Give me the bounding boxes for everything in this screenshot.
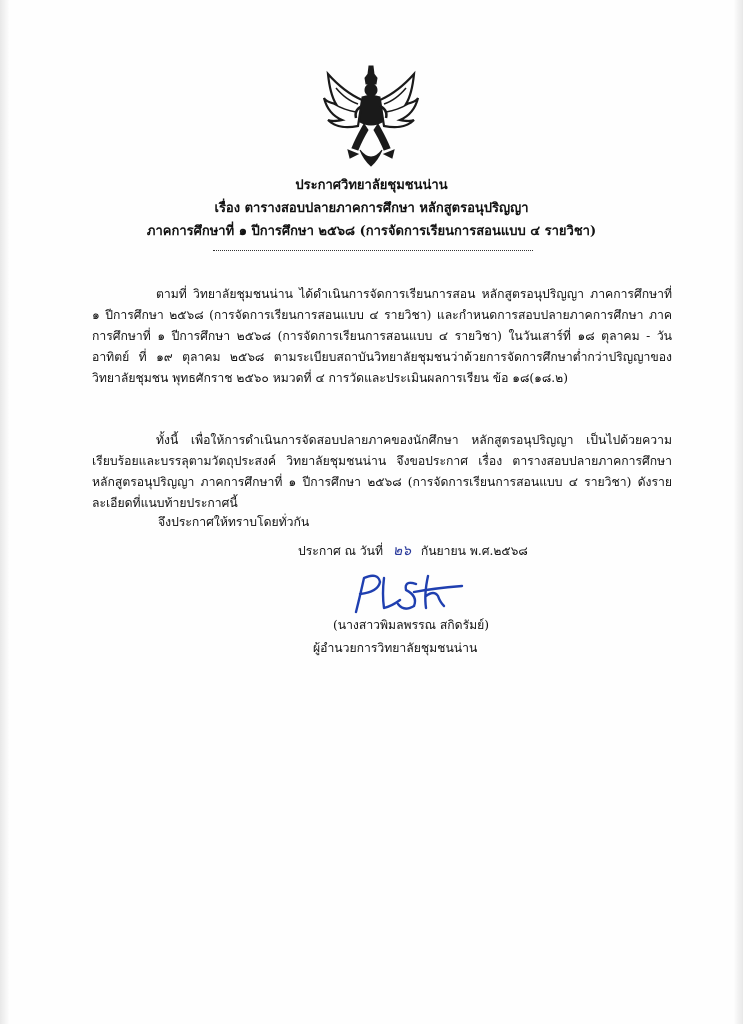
garuda-emblem-icon	[322, 64, 420, 168]
announcement-title: ประกาศวิทยาลัยชุมชนน่าน	[295, 178, 448, 193]
page-edge-right	[733, 0, 743, 1024]
signer-name: (นางสาวพิมลพรรณ สกิดรัมย์)	[333, 618, 490, 632]
signer-position: ผู้อำนวยการวิทยาลัยชุมชนน่าน	[313, 641, 478, 655]
page-edge-left	[0, 0, 10, 1024]
announcement-term: ภาคการศึกษาที่ ๑ ปีการศึกษา ๒๕๖๘ (การจัดการเรียนการสอนแบบ ๔ รายวิชา)	[146, 224, 597, 239]
dotted-divider	[213, 250, 533, 251]
closing-line: จึงประกาศให้ทราบโดยทั่วกัน	[158, 515, 310, 529]
announcement-subject: เรื่อง ตารางสอบปลายภาคการศึกษา หลักสูตรอนุปริญญา	[214, 201, 529, 216]
date-suffix: กันยายน พ.ศ.๒๕๖๘	[420, 544, 528, 558]
body-paragraph-1: ตามที่ วิทยาลัยชุมชนน่าน ได้ดำเนินการจัดการเรียนการสอน หลักสูตรอนุปริญญา ภาคการศึกษาที่ ๑ ปีการศึกษา ๒๕๖๘ (การจัดการเรียนการสอนแบบ ๔ รายวิชา) และกำหนดการสอบปลายภาคการศึกษา ภาคการศึกษาที่ ๑ ปีการศึกษา ๒๕๖๘ (การจัดการเรียนการสอนแบบ ๔ รายวิชา) ในวันเสาร์ที่ ๑๘ ตุลาคม - วันอาทิตย์ ที่ ๑๙ ตุลาคม ๒๕๖๘ ตามระเบียบสถาบันวิทยาลัยชุมชนว่าด้วยการจัดการศึกษาต่ำกว่าปริญญาของวิทยาลัยชุมชน พุทธศักราช ๒๕๖๐ หมวดที่ ๔ การวัดและประเมินผลการเรียน ข้อ ๑๘(๑๘.๒)	[92, 287, 672, 385]
date-prefix: ประกาศ ณ วันที่	[298, 544, 384, 558]
announcement-date	[298, 541, 528, 562]
handwritten-signature-icon	[344, 568, 474, 620]
date-day: ๒๖	[392, 543, 411, 559]
body-paragraph-2: ทั้งนี้ เพื่อให้การดำเนินการจัดสอบปลายภาคของนักศึกษา หลักสูตรอนุปริญญา เป็นไปด้วยความเรียบร้อยและบรรลุตามวัตถุประสงค์ วิทยาลัยชุมชนน่าน จึงขอประกาศ เรื่อง ตารางสอบปลายภาคการศึกษา หลักสูตรอนุปริญญา ภาคการศึกษาที่ ๑ ปีการศึกษา ๒๕๖๘ (การจัดการเรียนการสอนแบบ ๔ รายวิชา) ดังรายละเอียดที่แนบท้ายประกาศนี้	[92, 433, 672, 510]
